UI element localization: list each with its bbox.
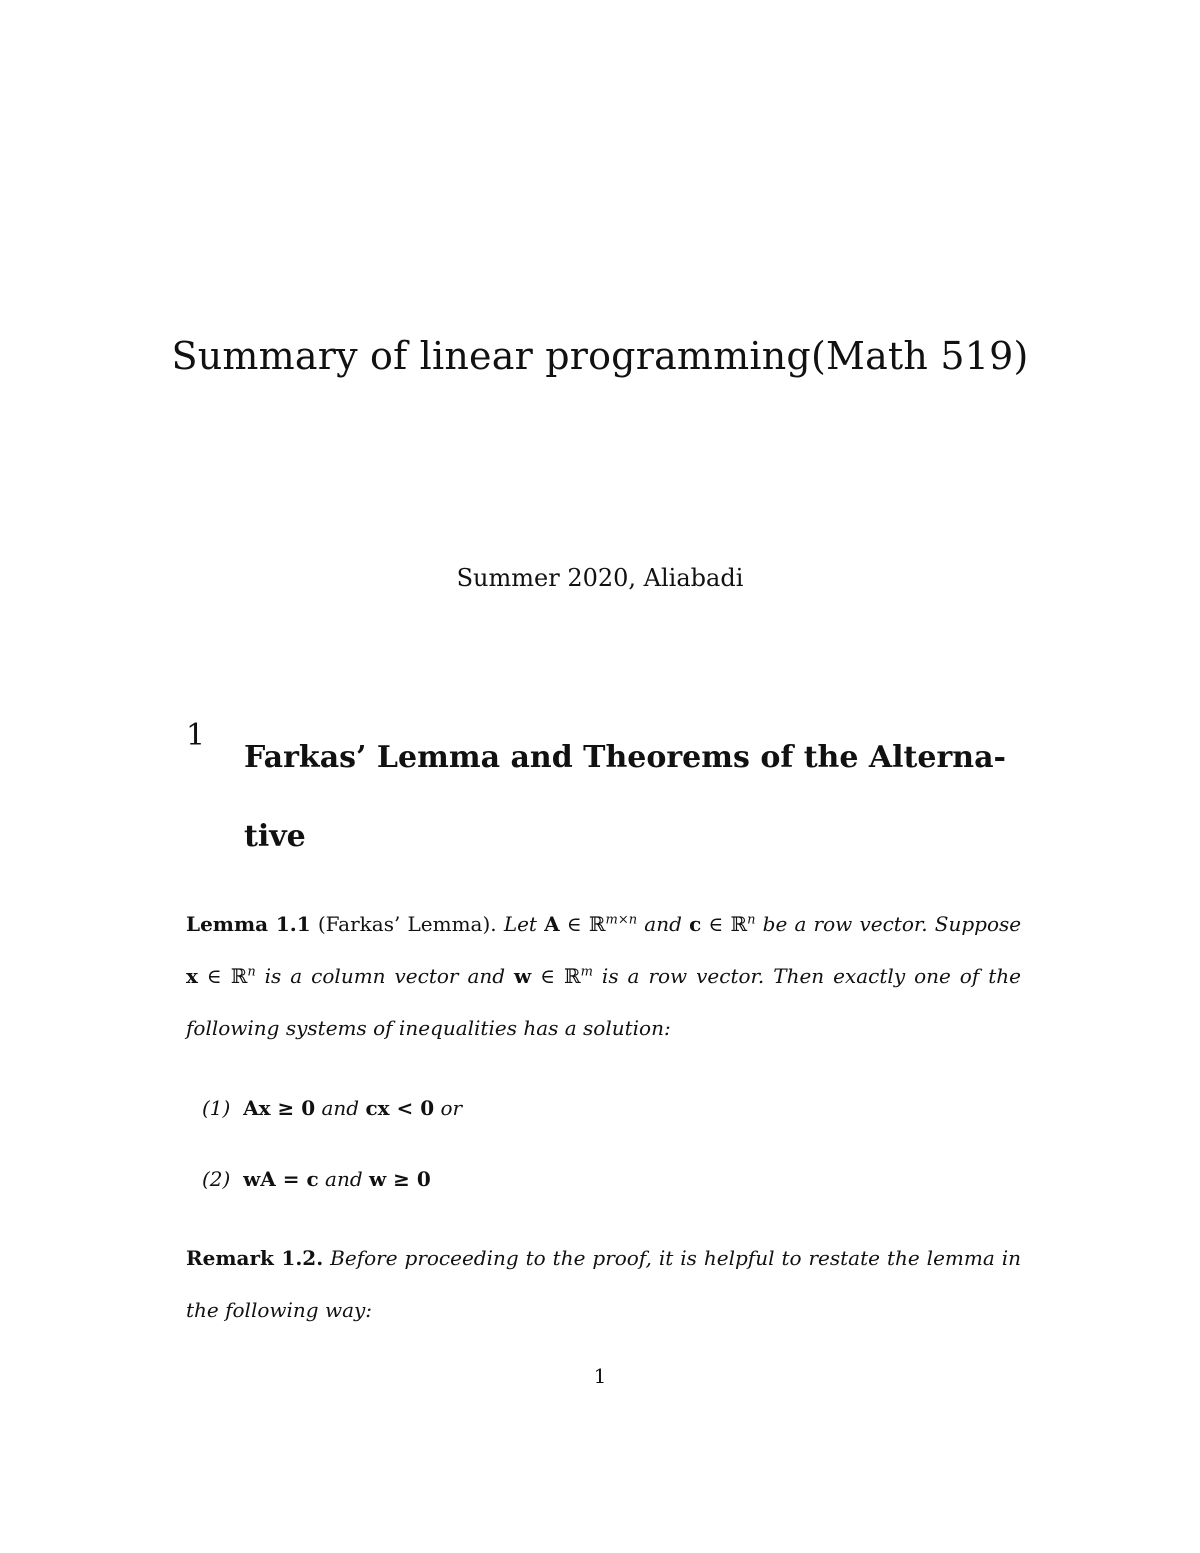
- lemma-paragraph: [186, 898, 1021, 1054]
- item-expression: w ≥ 0: [369, 1167, 431, 1191]
- section-number: 1: [186, 718, 206, 753]
- remark-text: Before proceeding to the proof, it is helpful to restate the lemma in the following way:: [186, 1246, 1021, 1322]
- reals-symbol: ℝ: [564, 964, 581, 988]
- page-number: 1: [593, 1364, 607, 1388]
- item-marker: (2): [202, 1167, 231, 1191]
- reals-symbol: ℝ: [730, 912, 748, 936]
- list-item: [202, 1167, 431, 1191]
- remark-paragraph: [186, 1232, 1021, 1336]
- lemma-text-let: Let: [503, 912, 537, 936]
- item-tail: or: [440, 1096, 463, 1120]
- item-marker: (1): [202, 1096, 231, 1120]
- element-of-symbol: ∈: [566, 912, 582, 936]
- matrix-a: A: [544, 912, 560, 936]
- item-expression: cx < 0: [365, 1096, 435, 1120]
- item-expression: wA = c: [243, 1167, 319, 1191]
- lemma-name: (Farkas’ Lemma).: [317, 912, 497, 936]
- section-title: Farkas’ Lemma and Theorems of the Alterna- tive: [244, 740, 1007, 854]
- list-item: [202, 1096, 462, 1120]
- remark-label: Remark 1.2.: [186, 1246, 324, 1270]
- reals-symbol: ℝ: [588, 912, 606, 936]
- vector-c: c: [689, 912, 702, 936]
- item-expression: Ax ≥ 0: [243, 1096, 316, 1120]
- dimension-m: m: [580, 964, 593, 980]
- lemma-text-column-vector: is a column vector and: [264, 964, 506, 988]
- dimension-n: n: [247, 964, 256, 980]
- dimension-n: n: [747, 912, 756, 928]
- element-of-symbol: ∈: [708, 912, 724, 936]
- author-line: Summer 2020, Aliabadi: [456, 564, 744, 592]
- lemma-text-row-vector: be a row vector. Suppose: [762, 912, 1022, 936]
- lemma-text-and: and: [644, 912, 682, 936]
- paper-title: Summary of linear programming(Math 519): [171, 334, 1029, 378]
- vector-w: w: [514, 964, 532, 988]
- dimension-mxn: m×n: [605, 912, 638, 928]
- item-joiner: and: [325, 1167, 363, 1191]
- lemma-label: Lemma 1.1: [186, 912, 311, 936]
- vector-x: x: [186, 964, 198, 988]
- item-joiner: and: [321, 1096, 360, 1120]
- element-of-symbol: ∈: [206, 964, 222, 988]
- reals-symbol: ℝ: [230, 964, 248, 988]
- element-of-symbol: ∈: [540, 964, 556, 988]
- lemma-text-conclusion: is a row vector. Then exactly one of the following systems of inequalities has a solution:: [186, 964, 1021, 1040]
